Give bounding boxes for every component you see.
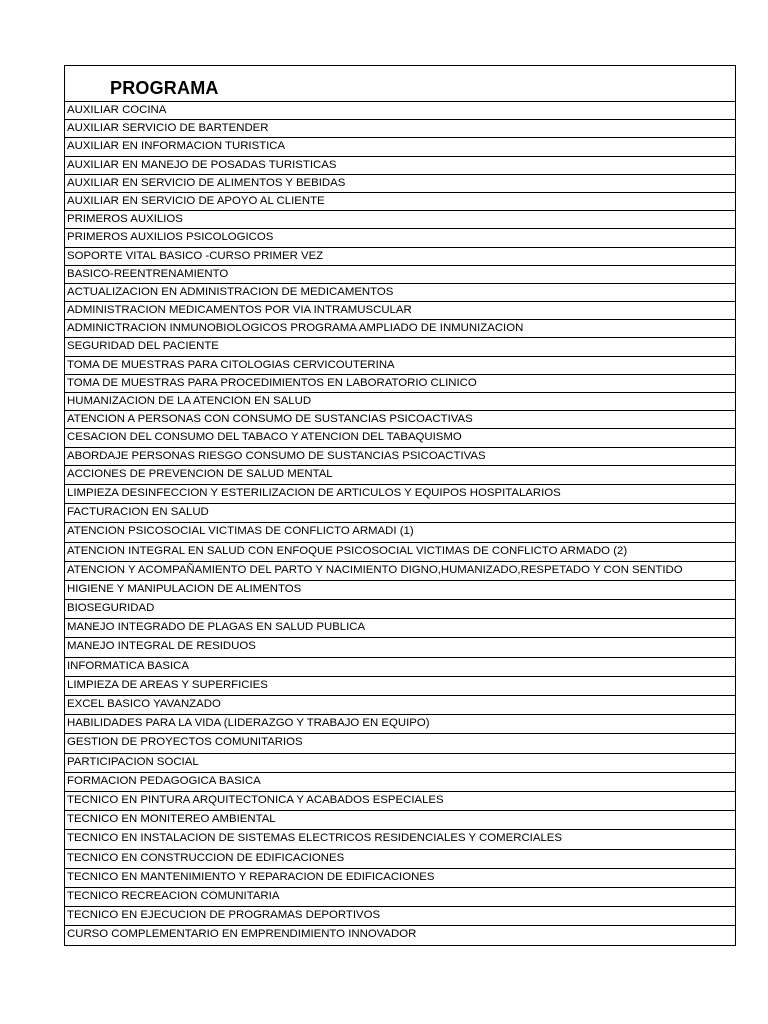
- table-row[interactable]: ADMINICTRACION INMUNOBIOLOGICOS PROGRAMA AMPLIADO DE INMUNIZACION: [65, 320, 735, 338]
- table-row[interactable]: SOPORTE VITAL BASICO -CURSO PRIMER VEZ: [65, 248, 735, 266]
- column-header[interactable]: [65, 66, 735, 102]
- program-table: [64, 65, 736, 946]
- table-row[interactable]: CURSO COMPLEMENTARIO EN EMPRENDIMIENTO INNOVADOR: [67, 928, 417, 941]
- table-row[interactable]: LIMPIEZA DE AREAS Y SUPERFICIES: [65, 677, 735, 696]
- table-row[interactable]: AUXILIAR EN SERVICIO DE APOYO AL CLIENTE: [65, 193, 735, 211]
- table-row[interactable]: TECNICO EN CONSTRUCCION DE EDIFICACIONES: [65, 850, 735, 869]
- table-row[interactable]: ATENCION PSICOSOCIAL VICTIMAS DE CONFLICTO ARMADI (1): [65, 523, 735, 542]
- table-row[interactable]: ATENCION Y ACOMPAÑAMIENTO DEL PARTO Y NACIMIENTO DIGNO,HUMANIZADO,RESPETADO Y CON SENTIDO: [65, 562, 735, 581]
- table-row[interactable]: ADMINISTRACION MEDICAMENTOS POR VIA INTRAMUSCULAR: [65, 302, 735, 320]
- table-row[interactable]: TECNICO EN PINTURA ARQUITECTONICA Y ACABADOS ESPECIALES: [65, 792, 735, 811]
- table-row[interactable]: BIOSEGURIDAD: [65, 600, 735, 619]
- table-row[interactable]: HABILIDADES PARA LA VIDA (LIDERAZGO Y TRABAJO EN EQUIPO): [65, 715, 735, 734]
- table-row[interactable]: HUMANIZACION DE LA ATENCION EN SALUD: [65, 393, 735, 411]
- table-row[interactable]: TECNICO RECREACION COMUNITARIA: [65, 888, 735, 907]
- table-row[interactable]: GESTION DE PROYECTOS COMUNITARIOS: [65, 734, 735, 753]
- table-row[interactable]: MANEJO INTEGRAL DE RESIDUOS: [65, 638, 735, 657]
- table-row[interactable]: TECNICO EN MONITEREO AMBIENTAL: [65, 811, 735, 830]
- table-row[interactable]: ATENCION A PERSONAS CON CONSUMO DE SUSTANCIAS PSICOACTIVAS: [65, 411, 735, 429]
- table-row[interactable]: ABORDAJE PERSONAS RIESGO CONSUMO DE SUSTANCIAS PSICOACTIVAS: [65, 448, 735, 466]
- table-row[interactable]: TOMA DE MUESTRAS PARA PROCEDIMIENTOS EN LABORATORIO CLINICO: [65, 375, 735, 393]
- table-row[interactable]: AUXILIAR EN SERVICIO DE ALIMENTOS Y BEBIDAS: [65, 175, 735, 193]
- table-row[interactable]: PARTICIPACION SOCIAL: [65, 754, 735, 773]
- table-row[interactable]: EXCEL BASICO YAVANZADO: [65, 696, 735, 715]
- table-row[interactable]: ATENCION INTEGRAL EN SALUD CON ENFOQUE PSICOSOCIAL VICTIMAS DE CONFLICTO ARMADO (2): [65, 543, 735, 562]
- table-row[interactable]: ACCIONES DE PREVENCION DE SALUD MENTAL: [65, 466, 735, 485]
- table-row[interactable]: CESACION DEL CONSUMO DEL TABACO Y ATENCION DEL TABAQUISMO: [65, 429, 735, 447]
- table-row[interactable]: FACTURACION EN SALUD: [65, 504, 735, 523]
- table-row[interactable]: AUXILIAR SERVICIO DE BARTENDER: [65, 120, 735, 138]
- program-list: [65, 102, 735, 945]
- table-row[interactable]: TECNICO EN EJECUCION DE PROGRAMAS DEPORTIVOS: [65, 907, 735, 926]
- column-header-label: PROGRAMA: [110, 78, 219, 98]
- table-row[interactable]: AUXILIAR EN MANEJO DE POSADAS TURISTICAS: [65, 157, 735, 175]
- table-row[interactable]: LIMPIEZA DESINFECCION Y ESTERILIZACION DE ARTICULOS Y EQUIPOS HOSPITALARIOS: [65, 485, 735, 504]
- table-row[interactable]: PRIMEROS AUXILIOS: [65, 211, 735, 229]
- table-row[interactable]: TOMA DE MUESTRAS PARA CITOLOGIAS CERVICOUTERINA: [65, 357, 735, 375]
- table-row[interactable]: ACTUALIZACION EN ADMINISTRACION DE MEDICAMENTOS: [65, 284, 735, 302]
- table-row[interactable]: AUXILIAR COCINA: [65, 102, 735, 120]
- table-row[interactable]: FORMACION PEDAGOGICA BASICA: [65, 773, 735, 792]
- table-row[interactable]: SEGURIDAD DEL PACIENTE: [65, 338, 735, 356]
- table-row[interactable]: INFORMATICA BASICA: [65, 658, 735, 677]
- table-row[interactable]: BASICO-REENTRENAMIENTO: [65, 266, 735, 284]
- table-row[interactable]: HIGIENE Y MANIPULACION DE ALIMENTOS: [65, 581, 735, 600]
- table-row[interactable]: PRIMEROS AUXILIOS PSICOLOGICOS: [65, 229, 735, 247]
- table-row[interactable]: MANEJO INTEGRADO DE PLAGAS EN SALUD PUBLICA: [65, 619, 735, 638]
- table-row[interactable]: TECNICO EN MANTENIMIENTO Y REPARACION DE EDIFICACIONES: [65, 869, 735, 888]
- table-row[interactable]: AUXILIAR EN INFORMACION TURISTICA: [65, 138, 735, 156]
- table-row[interactable]: TECNICO EN INSTALACION DE SISTEMAS ELECTRICOS RESIDENCIALES Y COMERCIALES: [65, 830, 735, 849]
